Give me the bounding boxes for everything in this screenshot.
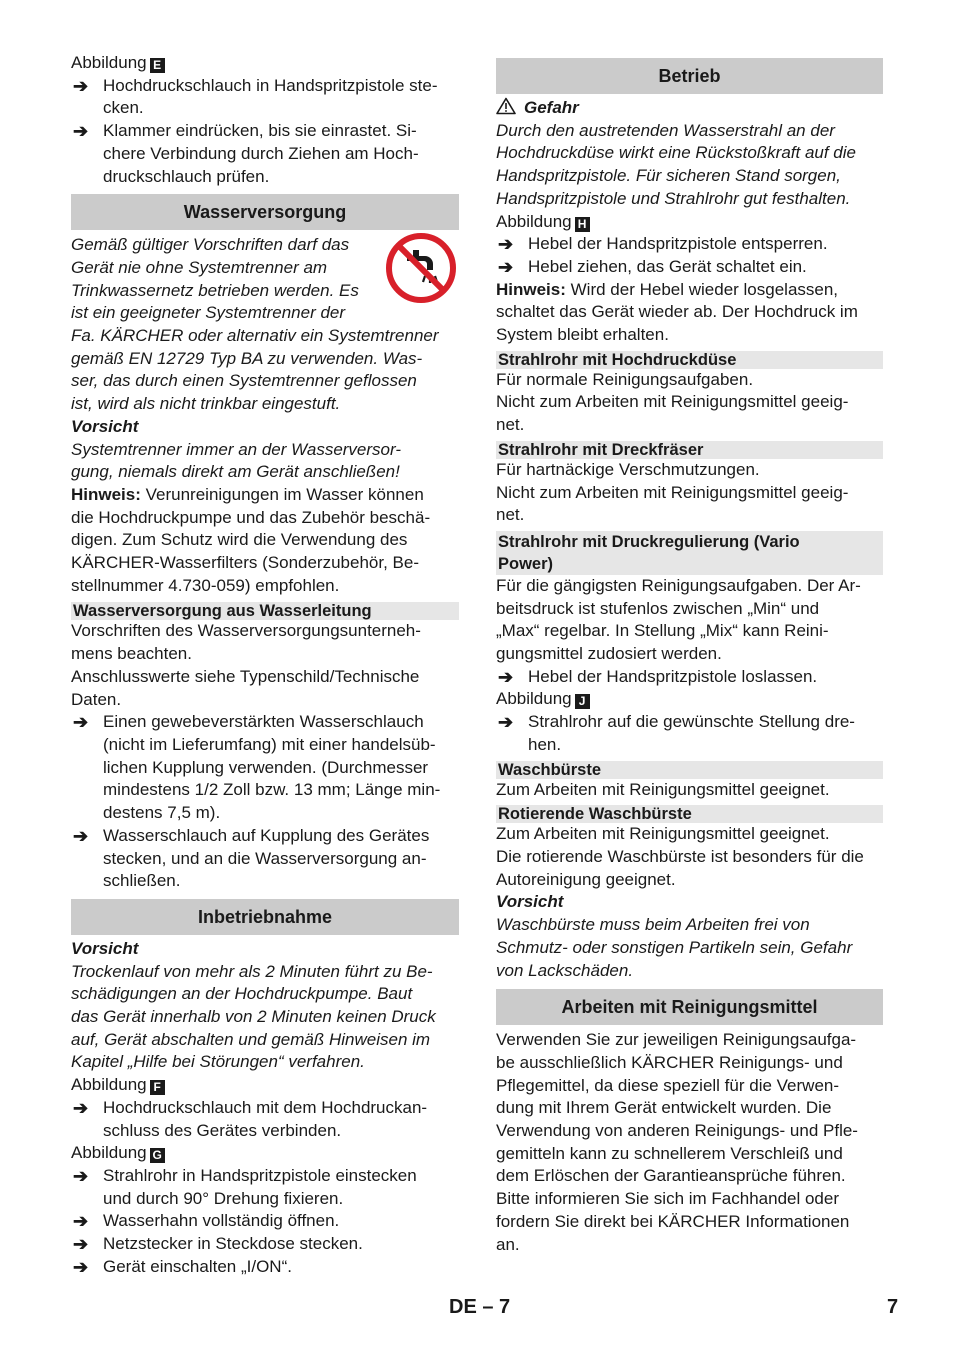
- subheading-dreckfraeser: Strahlrohr mit Dreckfräser: [496, 441, 883, 459]
- water-notice-text: Gemäß gültiger Vorschriften darf das Gerät nie ohne Systemtrenner am Trinkwassernetz betrieben werden. Es ist ein geeigneter Systemtrenner der Fa. KÄRCHER oder alternativ ein Systemtrenner gemäß EN 12729 Typ BA zu verwenden. Was- ser, das durch einen Systemtrenner geflossen ist, wird als nicht trinkbar eingestuft.: [71, 235, 439, 414]
- paragraph: Anschlusswerte siehe Typenschild/Technische Daten.: [71, 666, 420, 709]
- step-item: ➔ Hebel ziehen, das Gerät schaltet ein.: [498, 256, 807, 277]
- caution-text: Waschbürste muss beim Arbeiten frei von Schmutz- oder sonstigen Partikeln sein, Gefahr von Lackschäden.: [496, 915, 853, 980]
- caution-label: Vorsicht: [71, 416, 139, 436]
- step-item: ➔ Strahlrohr auf die gewünschte Stellung dre- hen.: [498, 712, 855, 754]
- paragraph: Nicht zum Arbeiten mit Reinigungsmittel geeig- net.: [496, 392, 849, 435]
- arrow-icon: ➔: [498, 712, 514, 733]
- figure-ref-h: Abbildung H: [496, 211, 883, 234]
- step-item: ➔ Netzstecker in Steckdose stecken.: [73, 1234, 363, 1255]
- paragraph: Für die gängigsten Reinigungsaufgaben. Der Ar- beitsdruck ist stufenlos zwischen „Min“ und „Max“ regelbar. In Stellung „Mix“ kann Reini- gungsmittel zudosiert werden.: [496, 575, 861, 664]
- step-item: ➔ Hochdruckschlauch in Handspritzpistole ste- cken.: [73, 75, 438, 118]
- caution-text: Systemtrenner immer an der Wasserversor- gung, niemals direkt am Gerät anschließen!: [71, 439, 402, 482]
- danger-label: Gefahr: [496, 97, 883, 120]
- note-paragraph: Hinweis: Wird der Hebel wieder losgelassen, schaltet das Gerät wieder ab. Der Hochdruck im System bleibt erhalten.: [496, 279, 858, 345]
- heading-betrieb: Betrieb: [496, 58, 883, 94]
- heading-reinigungsmittel: Arbeiten mit Reinigungsmittel: [496, 989, 883, 1025]
- step-item: ➔ Wasserhahn vollständig öffnen.: [73, 1211, 340, 1232]
- figure-letter-e: E: [150, 58, 165, 73]
- figure-letter-j: J: [575, 694, 590, 709]
- arrow-icon: ➔: [73, 121, 89, 142]
- step-item: ➔ Strahlrohr in Handspritzpistole einstecken und durch 90° Drehung fixieren.: [73, 1165, 417, 1208]
- subheading-rotierende-waschbuerste: Rotierende Waschbürste: [496, 805, 883, 823]
- left-column: [71, 52, 459, 1278]
- paragraph: Für normale Reinigungsaufgaben.: [496, 369, 754, 389]
- figure-ref-e: Abbildung E: [71, 52, 459, 75]
- warning-triangle-icon: [496, 97, 516, 115]
- arrow-icon: ➔: [73, 75, 89, 96]
- figure-letter-f: F: [150, 1080, 165, 1095]
- step-item: ➔ Gerät einschalten „I/ON“.: [73, 1256, 292, 1277]
- subheading-vario-power: Strahlrohr mit Druckregulierung (Vario Power): [496, 531, 883, 575]
- no-drinking-water-icon: [385, 232, 457, 304]
- step-item: ➔ Hochdruckschlauch mit dem Hochdruckan- schluss des Gerätes verbinden.: [73, 1097, 428, 1140]
- paragraph: Für hartnäckige Verschmutzungen.: [496, 459, 760, 479]
- figure-letter-g: G: [150, 1148, 165, 1163]
- paragraph: Nicht zum Arbeiten mit Reinigungsmittel geeig- net.: [496, 482, 849, 525]
- subheading-wasserleitung: Wasserversorgung aus Wasserleitung: [71, 602, 459, 620]
- right-column: [496, 52, 883, 1256]
- arrow-icon: ➔: [498, 666, 514, 687]
- step-item: ➔ Wasserschlauch auf Kupplung des Gerätes stecken, und an die Wasserversorgung an- schließen.: [73, 825, 430, 891]
- page-number: 7: [887, 1296, 899, 1318]
- arrow-icon: ➔: [73, 1165, 89, 1186]
- figure-ref-j: Abbildung J: [496, 688, 883, 711]
- subheading-hochdruckduese: Strahlrohr mit Hochdruckdüse: [496, 351, 883, 369]
- caution-label: Vorsicht: [496, 892, 564, 912]
- caution-text: Trockenlauf von mehr als 2 Minuten führt zu Be- schädigungen an der Hochdruckpumpe. Baut das Gerät innerhalb von 2 Minuten keinen Druck auf, Gerät abschalten und gemäß Hinweisen im Kapitel „Hilfe bei Störungen“ verfahren.: [71, 961, 436, 1072]
- arrow-icon: ➔: [73, 1256, 89, 1277]
- step-item: ➔ Hebel der Handspritzpistole loslassen.: [498, 666, 818, 687]
- subheading-waschbuerste: Waschbürste: [496, 761, 883, 779]
- arrow-icon: ➔: [498, 256, 514, 277]
- paragraph: Zum Arbeiten mit Reinigungsmittel geeignet.: [496, 779, 830, 799]
- arrow-icon: ➔: [73, 1211, 89, 1232]
- arrow-icon: ➔: [73, 712, 89, 733]
- arrow-icon: ➔: [73, 1234, 89, 1255]
- figure-ref-g: Abbildung G: [71, 1142, 459, 1165]
- arrow-icon: ➔: [73, 1097, 89, 1118]
- paragraph: Verwenden Sie zur jeweiligen Reinigungsaufga- be ausschließlich KÄRCHER Reinigungs- und Pflegemittel, da diese speziell für die Verwen- dung mit Ihrem Gerät entwickelt wurden. Die Verwendung von anderen Reinigungs- und Pfle- gemitteln kann zu schnellerem Verschleiß und dem Erlöschen der Garantieansprüche führen. Bitte informieren Sie sich im Fachhandel oder fordern Sie direkt bei KÄRCHER Informationen an.: [496, 1030, 858, 1254]
- heading-wasserversorgung: Wasserversorgung: [71, 194, 459, 230]
- paragraph: Zum Arbeiten mit Reinigungsmittel geeignet. Die rotierende Waschbürste ist besonders für die Autoreinigung geeignet.: [496, 824, 864, 889]
- paragraph: Vorschriften des Wasserversorgungsunterneh- mens beachten.: [71, 621, 421, 664]
- step-item: ➔ Klammer eindrücken, bis sie einrastet. Si- chere Verbindung durch Ziehen am Hoch- druckschlauch prüfen.: [73, 121, 419, 186]
- arrow-icon: ➔: [73, 825, 89, 846]
- caution-label: Vorsicht: [71, 938, 139, 958]
- figure-ref-f: Abbildung F: [71, 1074, 459, 1097]
- arrow-icon: ➔: [498, 234, 514, 255]
- note-paragraph: Hinweis: Verunreinigungen im Wasser können die Hochdruckpumpe und das Zubehör beschä- digen. Zum Schutz wird die Verwendung des KÄRCHER-Wasserfilters (Sonderzubehör, Be- stellnummer 4.730-059) empfohlen.: [71, 484, 431, 595]
- step-item: ➔ Einen gewebeverstärkten Wasserschlauch (nicht im Lieferumfang) mit einer handelsüb- lichen Kupplung verwenden. (Durchmesser mindestens 1/2 Zoll bzw. 13 mm; Länge min- destens 7,5 m).: [73, 712, 441, 823]
- heading-inbetriebnahme: Inbetriebnahme: [71, 899, 459, 935]
- danger-text: Durch den austretenden Wasserstrahl an der Hochdruckdüse wirkt eine Rückstoßkraft auf die Handspritzpistole. Für sicheren Stand sorgen, Handspritzpistole und Strahlrohr gut festhalten.: [496, 120, 856, 208]
- water-notice: [71, 234, 459, 416]
- step-item: ➔ Hebel der Handspritzpistole entsperren.: [498, 234, 828, 255]
- page-label: DE – 7: [449, 1296, 511, 1318]
- figure-letter-h: H: [575, 217, 590, 232]
